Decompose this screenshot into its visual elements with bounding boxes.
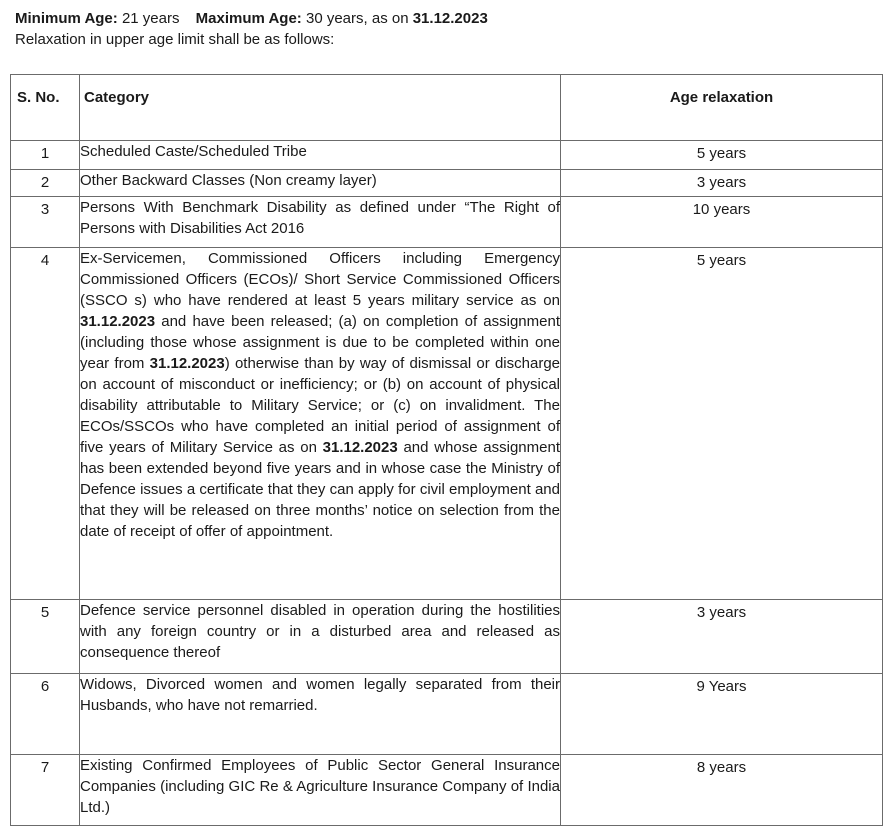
relaxation-note: Relaxation in upper age limit shall be as follows: — [15, 31, 335, 48]
row-age: 8 years — [561, 755, 883, 826]
row-age: 9 Years — [561, 674, 883, 755]
table-row — [11, 170, 883, 197]
table-row — [11, 600, 883, 674]
age-relaxation-table — [10, 74, 883, 826]
row-age: 5 years — [561, 248, 883, 600]
row-sno: 6 — [11, 674, 80, 755]
row-sno: 2 — [11, 170, 80, 197]
date-highlight: 31.12.2023 — [149, 355, 225, 372]
row-age: 10 years — [561, 197, 883, 248]
table-row — [11, 755, 883, 826]
row-category: Scheduled Caste/Scheduled Tribe — [80, 141, 561, 170]
date-highlight: 31.12.2023 — [322, 439, 398, 456]
row-age: 3 years — [561, 600, 883, 674]
max-age-value: 30 years, as on — [305, 10, 409, 27]
row-category: Existing Confirmed Employees of Public Sector General Insurance Companies (including GIC Re & Agriculture Insurance Company of India Ltd.) — [80, 755, 561, 826]
row-sno: 1 — [11, 141, 80, 170]
row-sno: 3 — [11, 197, 80, 248]
header-category: Category — [80, 75, 561, 141]
max-age-label: Maximum Age: — [195, 10, 302, 27]
table-header-row — [11, 75, 883, 141]
row-sno: 7 — [11, 755, 80, 826]
row-category — [80, 248, 561, 600]
row-category: Widows, Divorced women and women legally separated from their Husbands, who have not remarried. — [80, 674, 561, 755]
row-sno: 5 — [11, 600, 80, 674]
row-age: 3 years — [561, 170, 883, 197]
min-age-label: Minimum Age: — [15, 10, 118, 27]
intro-block — [15, 8, 488, 50]
ex-servicemen-text: Ex-Servicemen, Commissioned Officers including Emergency Commissioned Officers (ECOs)/ Short Service Commissioned Officers (SSCO s) who have rendered at least 5 years military service as on 31.12.2023 and have been released; (a) on completion of assignment (including those whose assignment is due to be completed within one year from 31.12.2023) otherwise than by way of dismissal or discharge on account of misconduct or inefficiency; or (b) on account of physical disability attributable to Military Service; or (c) on invalidment. The ECOs/SSCOs who have completed an initial period of assignment of five years of Military Service as on 31.12.2023 and whose assignment has been extended beyond five years and in whose case the Ministry of Defence issues a certificate that they can apply for civil employment and that they will be released on three months’ notice on selection from the date of receipt of offer of appointment. — [80, 250, 561, 540]
table-row — [11, 248, 883, 600]
row-sno: 4 — [11, 248, 80, 600]
age-limits-line — [15, 8, 488, 29]
min-age-value: 21 years — [121, 10, 180, 27]
header-sno: S. No. — [11, 75, 80, 141]
row-category: Defence service personnel disabled in operation during the hostilities with any foreign country or in a disturbed area and released as consequence thereof — [80, 600, 561, 674]
table-row — [11, 197, 883, 248]
row-category: Persons With Benchmark Disability as defined under “The Right of Persons with Disabilities Act 2016 — [80, 197, 561, 248]
row-category: Other Backward Classes (Non creamy layer) — [80, 170, 561, 197]
table-row — [11, 141, 883, 170]
table-row — [11, 674, 883, 755]
date-highlight: 31.12.2023 — [80, 313, 156, 330]
row-age: 5 years — [561, 141, 883, 170]
max-age-date: 31.12.2023 — [412, 10, 488, 27]
header-age-relaxation: Age relaxation — [561, 75, 883, 141]
